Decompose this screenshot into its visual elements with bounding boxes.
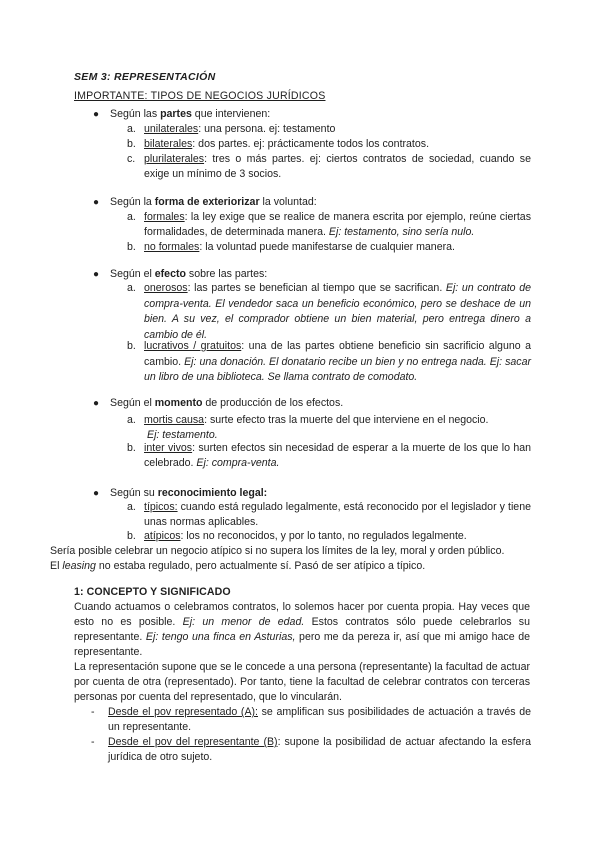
bullet-icon: ● (93, 109, 100, 120)
bullet-text: Según el momento de producción de los efectos. (110, 397, 344, 409)
list-item-bilaterales: b. bilaterales: dos partes. ej: prácticamente todos los contratos. (127, 138, 430, 150)
section-paragraph-1: Cuando actuamos o celebramos contratos, lo solemos hacer por cuenta propia. Hay veces que esto no es posible. Ej: un menor de edad. Estos contratos sólo puede celebrarlos su representante. Ej: tengo una finca en Asturias, pero me da pereza ir, así que mi amigo hace de representante. (74, 601, 530, 658)
list-item-atipicos: b. atípicos: los no reconocidos, y por lo tanto, no regulados legalmente. (127, 530, 467, 542)
list-item-plurilaterales: c. plurilaterales: tres o más partes. ej: ciertos contratos de sociedad, cuando se exige un mínimo de 3 socios. (127, 153, 531, 180)
list-item-lucrativos: b. lucrativos / gratuitos: una de las partes obtiene beneficio sin sacrificio alguno a cambio. Ej: una donación. El donatario recibe un bien y no entrega nada. Ej: sacar un libro de una biblioteca. Se llama contrato de comodato. (127, 340, 531, 383)
closing-line-2: El leasing no estaba regulado, pero actualmente sí. Pasó de ser atípico a típico. (50, 560, 426, 572)
bullet-text: Según su reconocimiento legal: (110, 487, 268, 499)
section-paragraph-2: La representación supone que se le concede a una persona (representante) la facultad de actuar por cuenta de otra (representado). Por tanto, tiene la facultad de celebrar contratos con terceras personas por cuenta del representado, que lo vincularán. (74, 661, 530, 703)
list-item-inter-vivos: b. inter vivos: surten efectos sin necesidad de esperar a la muerte de los que lo han celebrado. Ej: compra-venta. (127, 442, 531, 469)
bullet-icon: ● (93, 488, 100, 499)
bullet-text: Según el efecto sobre las partes: (110, 268, 268, 280)
bullet-text: Según la forma de exteriorizar la voluntad: (110, 196, 317, 208)
bullet-text: Según las partes que intervienen: (110, 108, 271, 120)
page-title: SEM 3: REPRESENTACIÓN (74, 71, 216, 83)
list-item-formales: a. formales: la ley exige que se realice de manera escrita por ejemplo, reúne ciertas formalidades, de determinada manera. Ej: testamento, sino sería nulo. (127, 211, 531, 238)
list-item-tipicos: a. típicos: cuando está regulado legalmente, está reconocido por el legislador y tiene unas normas aplicables. (127, 501, 531, 528)
bullet-icon: ● (93, 398, 100, 409)
dash-item-representado: - Desde el pov representado (A): se amplifican sus posibilidades de actuación a través de un representante. (91, 706, 532, 733)
closing-line-1: Sería posible celebrar un negocio atípico si no supera los límites de la ley, moral y orden público. (50, 545, 505, 557)
list-item-unilaterales: a. unilaterales: una persona. ej: testamento (127, 123, 336, 135)
section-title: 1: CONCEPTO Y SIGNIFICADO (74, 586, 231, 598)
bullet-icon: ● (93, 269, 100, 280)
list-item-no-formales: b. no formales: la voluntad puede manifestarse de cualquier manera. (127, 241, 455, 253)
list-item-mortis-causa: a. mortis causa: surte efecto tras la muerte del que interviene en el negocio. Ej: testamento. (127, 414, 489, 441)
dash-item-representante: - Desde el pov del representante (B): supone la posibilidad de actuar afectando la esfera jurídica de otro sujeto. (91, 736, 531, 763)
page-subtitle: IMPORTANTE: TIPOS DE NEGOCIOS JURÍDICOS (74, 90, 326, 102)
list-item-onerosos: a. onerosos: las partes se benefician al tiempo que se sacrifican. Ej: un contrato de compra-venta. El vendedor saca un beneficio económico, pero se deshace de un bien. A su vez, el comprador obtiene un bien material, pero entrega dinero a cambio de él. (127, 282, 531, 341)
bullet-icon: ● (93, 197, 100, 208)
